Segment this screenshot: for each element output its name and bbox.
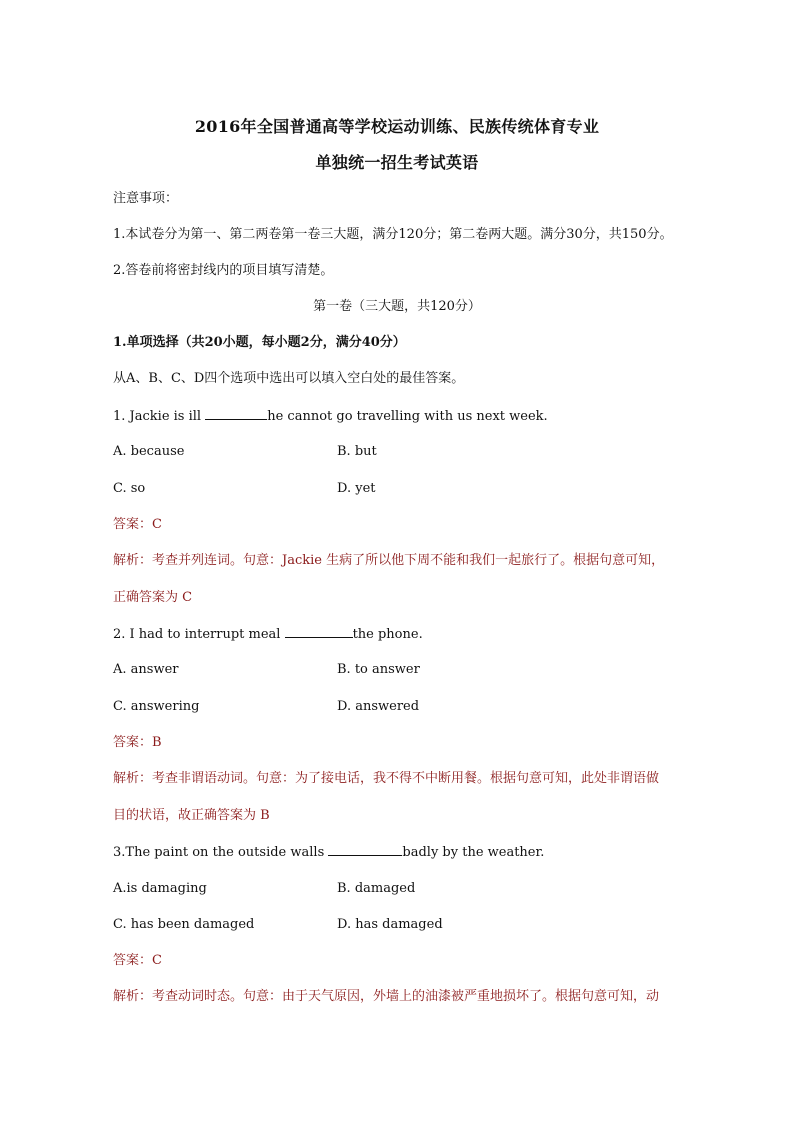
notice-item-1: 1.本试卷分为第一、第二两卷第一卷三大题，满分120分；第二卷两大题。满分30分，共150分。 bbox=[113, 227, 673, 242]
option-c: C. answering bbox=[113, 699, 200, 714]
option-c: C. so bbox=[113, 481, 146, 496]
notice-heading: 注意事项： bbox=[113, 191, 179, 206]
answer-blank bbox=[328, 843, 402, 856]
option-a: A. because bbox=[113, 444, 185, 459]
option-b: B. damaged bbox=[337, 881, 416, 896]
explanation-line-1: 解析：考查动词时态。句意：由于天气原因，外墙上的油漆被严重地损坏了。根据句意可知，动 bbox=[113, 989, 660, 1004]
answer-blank bbox=[285, 625, 353, 638]
option-a: A.is damaging bbox=[113, 881, 207, 896]
stem-before: 2. I had to interrupt meal bbox=[113, 627, 285, 642]
option-b: B. but bbox=[337, 444, 377, 459]
question-stem bbox=[113, 625, 423, 644]
option-a: A. answer bbox=[113, 662, 179, 677]
explanation-line-1: 解析：考查并列连词。句意：Jackie 生病了所以他下周不能和我们一起旅行了。根据句意可知， bbox=[113, 553, 665, 568]
option-d: D. yet bbox=[337, 481, 376, 496]
question-stem bbox=[113, 407, 548, 426]
question-stem bbox=[113, 843, 544, 862]
stem-after: the phone. bbox=[352, 627, 423, 642]
stem-before: 3.The paint on the outside walls bbox=[113, 845, 329, 860]
option-b: B. to answer bbox=[337, 662, 420, 677]
title-line-1: 2016年全国普通高等学校运动训练、民族传统体育专业 bbox=[194, 117, 600, 136]
answer-label: 答案：C bbox=[113, 517, 162, 532]
explanation-line-2: 目的状语，故正确答案为 B bbox=[113, 808, 270, 823]
option-d: D. has damaged bbox=[337, 917, 443, 932]
section-instruction: 从A、B、C、D四个选项中选出可以填入空白处的最佳答案。 bbox=[113, 371, 465, 386]
explanation-line-2: 正确答案为 C bbox=[113, 590, 193, 605]
stem-before: 1. Jackie is ill bbox=[113, 409, 206, 424]
answer-label: 答案：C bbox=[113, 953, 162, 968]
answer-label: 答案：B bbox=[113, 735, 162, 750]
title-line-2: 单独统一招生考试英语 bbox=[315, 153, 479, 172]
section-heading: 1.单项选择（共20小题，每小题2分，满分40分） bbox=[113, 335, 406, 350]
notice-item-2: 2.答卷前将密封线内的项目填写清楚。 bbox=[113, 263, 334, 278]
part-heading: 第一卷（三大题，共120分） bbox=[313, 299, 481, 314]
option-d: D. answered bbox=[337, 699, 420, 714]
stem-after: he cannot go travelling with us next week. bbox=[267, 409, 548, 424]
stem-after: badly by the weather. bbox=[402, 845, 545, 860]
explanation-line-1: 解析：考查非谓语动词。句意：为了接电话，我不得不中断用餐。根据句意可知，此处非谓语做 bbox=[113, 771, 660, 786]
option-c: C. has been damaged bbox=[113, 917, 255, 932]
answer-blank bbox=[205, 407, 267, 420]
